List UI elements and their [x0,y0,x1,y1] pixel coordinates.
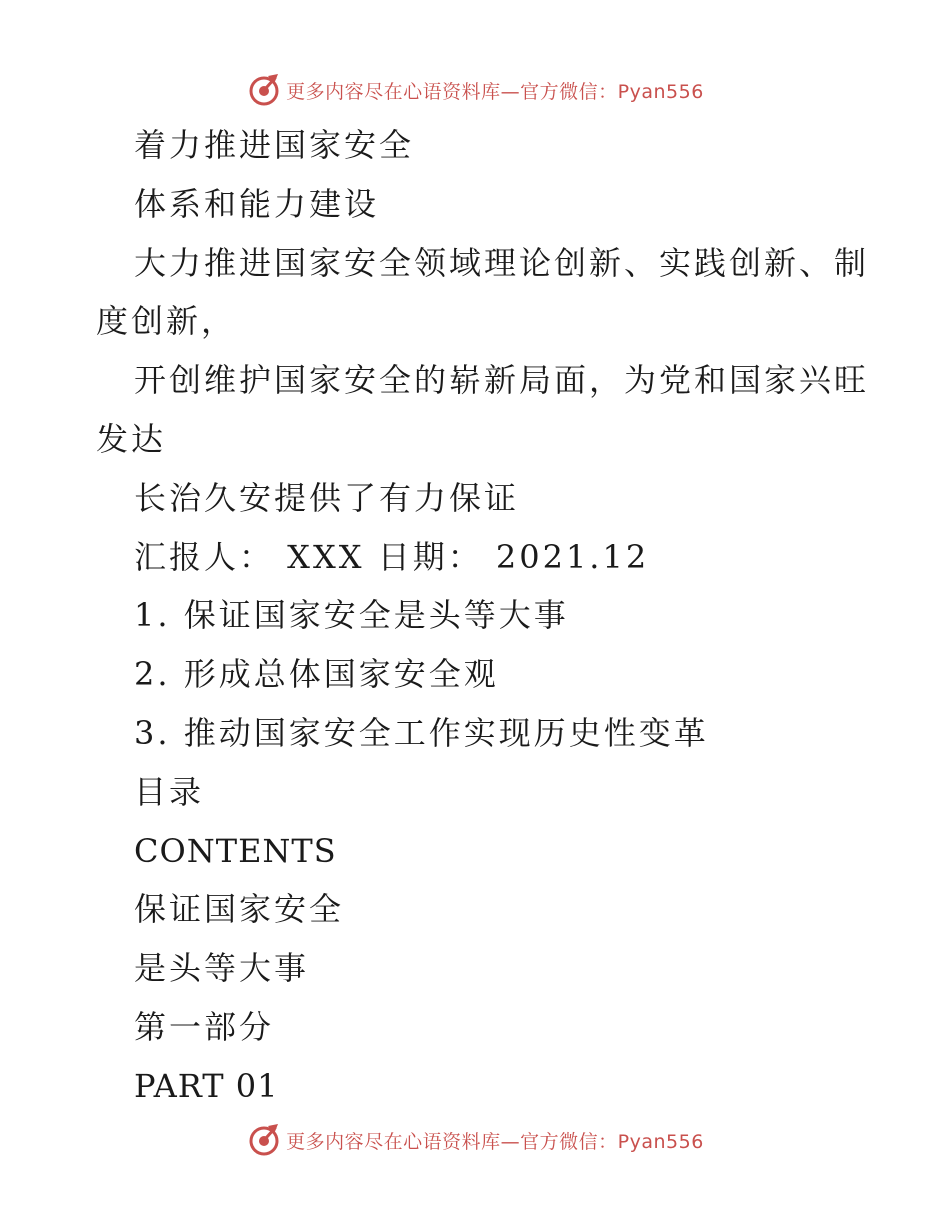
footer-banner [0,1120,950,1160]
text-line: 长治久安提供了有力保证 [134,478,520,517]
header-banner-text: 更多内容尽在心语资料库—官方微信：Pyan556 [286,80,704,103]
ai-pen-logo-icon [246,1122,282,1158]
text-line: 大力推进国家安全领域理论创新、实践创新、制 [134,243,870,282]
part-label-en: PART 01 [134,1066,279,1105]
text-line: 发达 [96,419,167,458]
part-label: 第一部分 [134,1007,275,1046]
toc-item: 1. 保证国家安全是头等大事 [134,596,569,635]
ai-pen-logo-icon [246,72,282,108]
toc-heading: 目录 [134,772,205,811]
footer-banner-text: 更多内容尽在心语资料库—官方微信：Pyan556 [286,1130,704,1153]
section-title: 保证国家安全 [134,890,345,929]
toc-heading-en: CONTENTS [134,831,337,870]
reporter-date-line: 汇报人： XXX 日期： 2021.12 [134,537,650,576]
text-line: 开创维护国家安全的崭新局面，为党和国家兴旺 [134,361,870,400]
toc-item: 2. 形成总体国家安全观 [134,655,499,694]
text-line: 度创新， [96,302,237,341]
section-title: 是头等大事 [134,949,310,988]
text-line: 着力推进国家安全 [134,126,415,164]
text-line: 体系和能力建设 [134,184,380,223]
header-banner [0,70,950,110]
document-body [96,116,870,1116]
toc-item: 3. 推动国家安全工作实现历史性变革 [134,713,709,752]
